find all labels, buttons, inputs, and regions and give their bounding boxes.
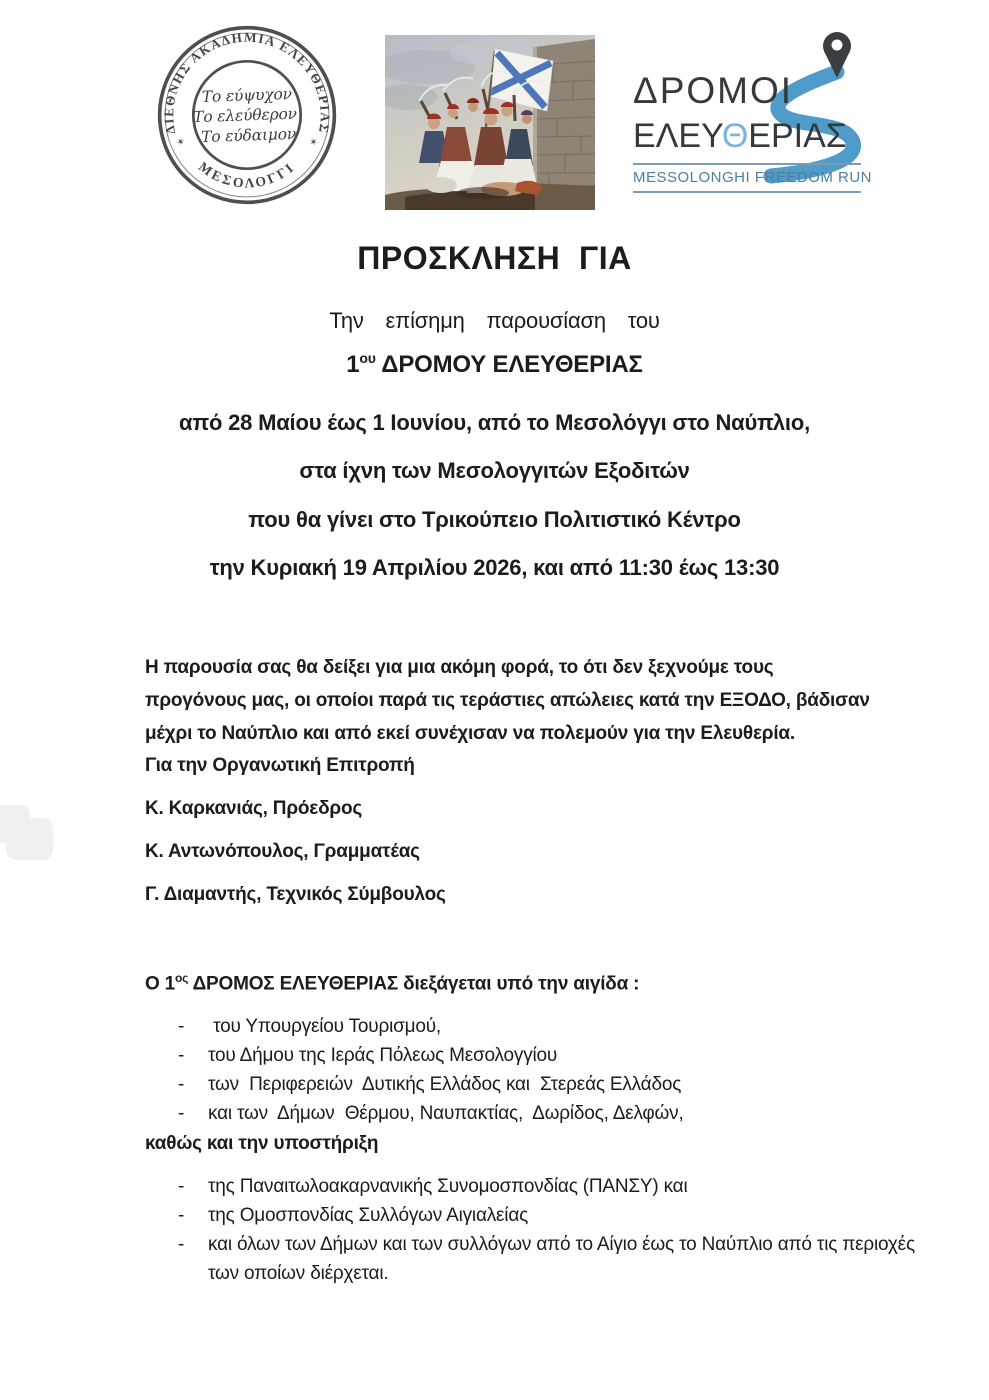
- aegis-list: [145, 1012, 915, 1128]
- seal-ring-text-bottom: ΜΕΣΟΛΟΓΓΙ: [196, 158, 298, 191]
- event-name: ΔΡΟΜΟΥ ΕΛΕΥΘΕΡΙΑΣ: [375, 351, 643, 378]
- aegis-heading-pre: Ο 1: [145, 973, 176, 995]
- freedom-logo-divider-top: [633, 163, 861, 165]
- list-item-text: και των Δήμων Θέρμου, Ναυπακτίας, Δωρίδος, Δελφών,: [208, 1103, 684, 1124]
- freedom-logo-word2-pre: ΕΛΕΥ: [633, 117, 722, 155]
- organizing-committee: [145, 752, 446, 924]
- list-item-text: της Ομοσπονδίας Συλλόγων Αιγιαλείας: [208, 1205, 529, 1226]
- seal-motto-line: Το ελεύθερον: [192, 104, 298, 127]
- body-paragraph: [145, 651, 870, 750]
- event-number-ordinal: ου: [359, 350, 376, 366]
- list-item-text: του Υπουργείου Τουρισμού,: [208, 1016, 442, 1037]
- event-venue-line: που θα γίνει στο Τρικούπειο Πολιτιστικό Κέντρο: [248, 507, 741, 532]
- list-item: [145, 1070, 915, 1099]
- paragraph-line: Η παρουσία σας θα δείξει για μια ακόμη φορά, το ότι δεν ξεχνούμε τους: [145, 657, 774, 678]
- list-dash: -: [178, 1205, 185, 1226]
- academy-seal-logo: [156, 24, 338, 206]
- list-item-text: και όλων των Δήμων και των συλλόγων από το Αίγιο έως το Ναύπλιο από τις περιοχές των οποίων διέρχεται.: [208, 1234, 921, 1284]
- list-item: [145, 1012, 915, 1041]
- committee-member: Γ. Διαμαντής, Τεχνικός Σύμβουλος: [145, 884, 446, 905]
- list-item-text: του Δήμου της Ιεράς Πόλεως Μεσολογγίου: [208, 1045, 558, 1066]
- support-heading: καθώς και την υποστήριξη: [145, 1133, 379, 1154]
- aegis-heading: [145, 971, 639, 995]
- list-dash: -: [178, 1045, 185, 1066]
- freedom-logo-word1: ΔΡΟΜΟΙ: [633, 70, 794, 111]
- paragraph-line: προγόνους μας, οι οποίοι παρά τις τεράστιες απώλειες κατά την ΕΞΟΔΟ, βάδισαν: [145, 690, 870, 711]
- committee-member: Κ. Καρκανιάς, Πρόεδρος: [145, 798, 363, 819]
- list-item-text: της Παναιτωλοακαρνανικής Συνομοσπονδίας (ΠΑΝΣΥ) και: [208, 1176, 688, 1197]
- scan-artifact-blob: [6, 818, 53, 860]
- event-dates-line: από 28 Μαίου έως 1 Ιουνίου, από το Μεσολόγγι στο Ναύπλιο,: [179, 410, 810, 435]
- freedom-logo-subtitle: MESSOLONGHI FREEDOM RUN: [633, 169, 873, 186]
- freedom-logo-word2: [633, 118, 863, 154]
- seal-star-right: ✶: [305, 135, 320, 150]
- seal-star-left: ✶: [174, 135, 189, 150]
- list-dash: -: [178, 1103, 185, 1124]
- support-list: [145, 1172, 921, 1288]
- list-item: [145, 1201, 915, 1230]
- page-title: ΠΡΟΣΚΛΗΣΗ ΓΙΑ: [357, 240, 632, 276]
- exodus-of-messolonghi-painting: [385, 35, 595, 210]
- event-theme-line: στα ίχνη των Μεσολογγιτών Εξοδιτών: [299, 458, 690, 483]
- freedom-logo-divider-bottom: [633, 191, 861, 193]
- list-item-text: των Περιφερειών Δυτικής Ελλάδος και Στερεάς Ελλάδος: [208, 1074, 682, 1095]
- intro-line: Την επίσημη παρουσίαση του: [329, 308, 660, 333]
- list-dash: -: [178, 1234, 185, 1255]
- freedom-logo-word2-post: ΕΡΙΑΣ: [748, 117, 847, 155]
- aegis-heading-ordinal: ος: [175, 971, 189, 985]
- aegis-heading-rest: ΔΡΟΜΟΣ ΕΛΕΥΘΕΡΙΑΣ διεξάγεται υπό την αιγίδα :: [188, 973, 640, 995]
- list-item: [145, 1230, 921, 1288]
- committee-heading: Για την Οργανωτική Επιτροπή: [145, 755, 415, 776]
- list-item: [145, 1041, 915, 1070]
- seal-motto-line: Το εύδαιμον: [200, 124, 297, 147]
- list-item: [145, 1099, 915, 1128]
- list-dash: -: [178, 1016, 185, 1037]
- seal-motto: [193, 85, 298, 146]
- event-number: 1: [346, 351, 360, 378]
- seal-motto-line: Το εύψυχον: [201, 84, 293, 107]
- seal-ring-text-top: ΔΙΕΘΝΗΣ ΑΚΑΔΗΜΙΑ ΕΛΕΥΘΕΡΙΑΣ: [161, 29, 333, 136]
- event-name-heading: [0, 350, 989, 379]
- committee-member: Κ. Αντωνόπουλος, Γραμματέας: [145, 841, 420, 862]
- paragraph-line: μέχρι το Ναύπλιο και από εκεί συνέχισαν να πολεμούν για την Ελευθερία.: [145, 723, 795, 744]
- list-dash: -: [178, 1074, 185, 1095]
- event-datetime-line: την Κυριακή 19 Απριλίου 2026, και από 11:30 έως 13:30: [209, 555, 780, 580]
- list-dash: -: [178, 1176, 185, 1197]
- freedom-logo-theta: Θ: [721, 117, 749, 155]
- list-item: [145, 1172, 915, 1201]
- freedom-run-logo: [633, 22, 873, 212]
